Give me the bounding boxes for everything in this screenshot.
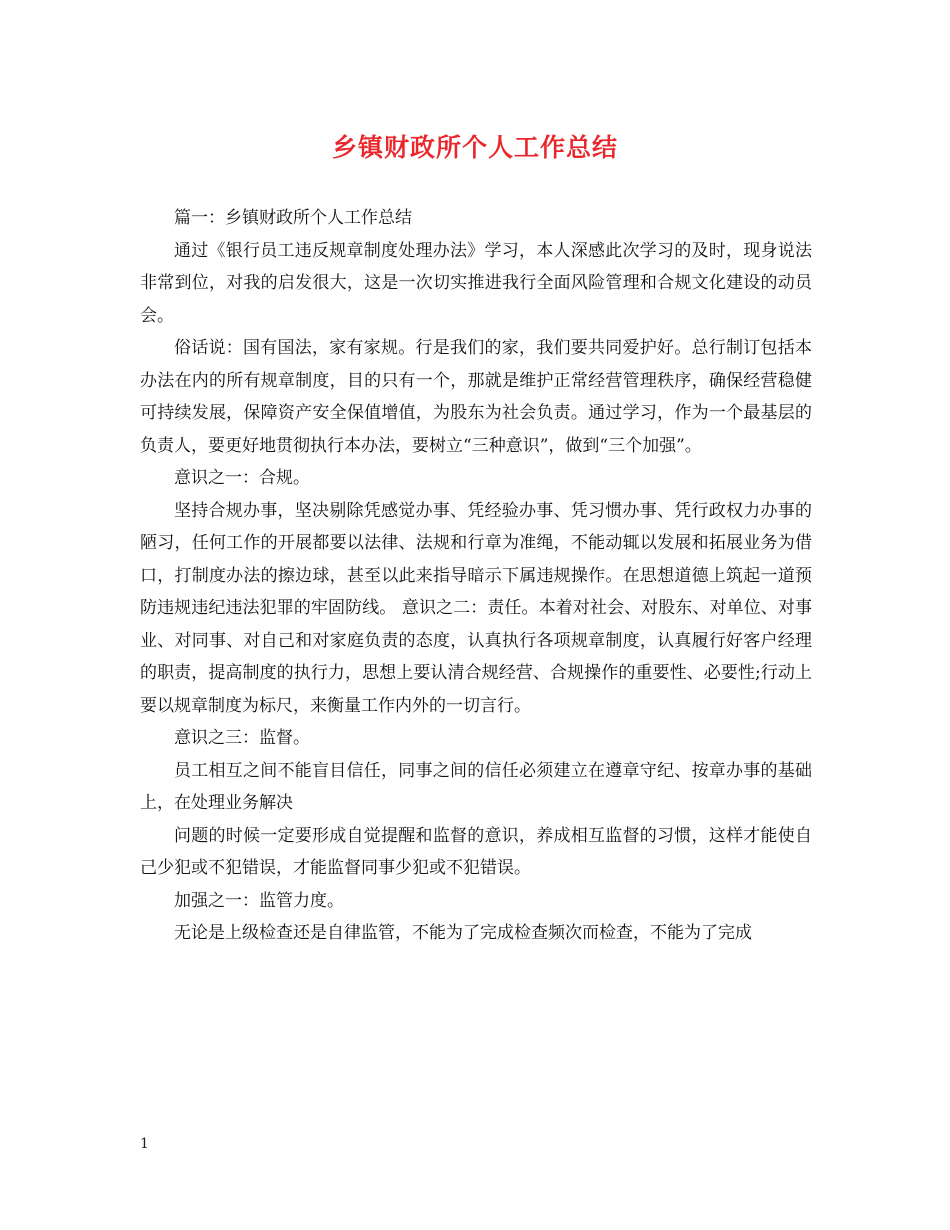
document-title: 乡镇财政所个人工作总结 [331, 133, 618, 162]
paragraph: 加强之一：监管力度。 [174, 890, 344, 911]
paragraph: 问题的时候一定要形成自觉提醒和监督的意识，养成相互监督的习惯，这样才能使自己少犯或不犯错误，才能监督同事少犯或不犯错误。 [140, 825, 812, 878]
page-number: 1 [140, 1136, 149, 1152]
paragraph: 坚持合规办事，坚决剔除凭感觉办事、凭经验办事、凭习惯办事、凭行政权力办事的陋习，任何工作的开展都要以法律、法规和行章为准绳，不能动辄以发展和拓展业务为借口，打制度办法的擦边球，甚至以此来指导暗示下属违规操作。在思想道德上筑起一道预防违规违纪违法犯罪的牢固防线。 意识之二：责任。本着对社会、对股东、对单位、对事业、对同事、对自己和对家庭负责的态度，认真执行各项规章制度，认真履行好客户经理的职责，提高制度的执行力，思想上要认清合规经营、合规操作的重要性、必要性;行动上要以规章制度为标尺，来衡量工作内外的一切言行。 [140, 500, 812, 716]
paragraph: 无论是上级检查还是自律监管，不能为了完成检查频次而检查，不能为了完成 [174, 923, 752, 943]
paragraph: 篇一：乡镇财政所个人工作总结 [174, 208, 412, 228]
paragraph: 通过《银行员工违反规章制度处理办法》学习，本人深感此次学习的及时，现身说法非常到位，对我的启发很大，这是一次切实推进我行全面风险管理和合规文化建设的动员会。 [140, 240, 812, 326]
paragraph: 员工相互之间不能盲目信任，同事之间的信任必须建立在遵章守纪、按章办事的基础上，在处理业务解决 [140, 760, 812, 813]
paragraph: 俗话说：国有国法，家有家规。行是我们的家，我们要共同爱护好。总行制订包括本办法在内的所有规章制度，目的只有一个，那就是维护正常经营管理秩序，确保经营稳健可持续发展，保障资产安全保值增值，为股东为社会负责。通过学习，作为一个最基层的负责人，要更好地贯彻执行本办法，要树立“三种意识”，做到“三个加强”。 [140, 338, 812, 456]
paragraph: 意识之一：合规。 [174, 468, 310, 488]
document-body [140, 202, 812, 950]
paragraph: 意识之三：监督。 [174, 728, 310, 748]
